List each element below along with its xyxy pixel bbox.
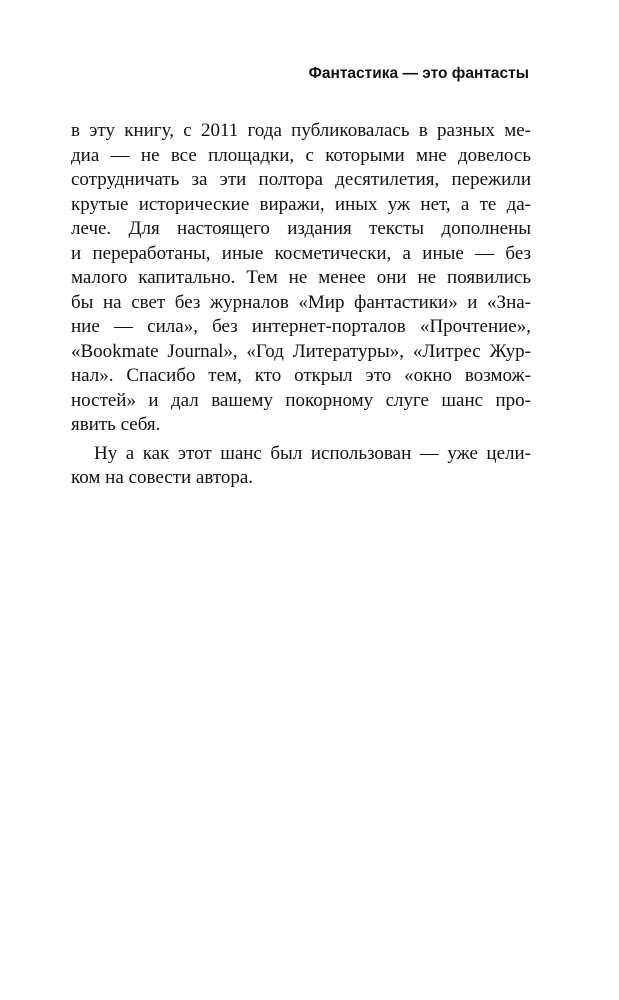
- body-text: [71, 119, 531, 491]
- text-line: сотрудничать за эти полтора десятилетия, пережили: [71, 169, 531, 190]
- paragraph-1: [71, 119, 531, 438]
- text-line: в эту книгу, с 2011 года публиковалась в разных ме-: [71, 120, 531, 141]
- text-line: диа — не все площадки, с которыми мне довелось: [71, 144, 531, 166]
- text-line: и переработаны, иные косметически, а иные — без: [71, 242, 531, 264]
- running-head: Фантастика — это фантасты: [308, 65, 529, 82]
- text-line: ние — сила», без интернет-порталов «Прочтение»,: [71, 316, 531, 337]
- text-line: бы на свет без журналов «Мир фантастики» и «Зна-: [71, 291, 531, 313]
- text-line: «Bookmate Journal», «Год Литературы», «Литрес Жур-: [71, 340, 531, 362]
- text-line: малого капитально. Тем не менее они не появились: [71, 267, 531, 288]
- text-line: крутые исторические виражи, иных уж нет, а те да-: [71, 193, 531, 215]
- paragraph-2: [71, 442, 531, 491]
- text-line: лече. Для настоящего издания тексты дополнены: [71, 218, 531, 239]
- text-line: Ну а как этот шанс был использован — уже цели-: [94, 442, 531, 464]
- text-line: ком на совести автора.: [71, 467, 254, 488]
- text-line: явить себя.: [71, 414, 161, 435]
- text-line: нал». Спасибо тем, кто открыл это «окно возмож-: [71, 365, 531, 386]
- text-line: ностей» и дал вашему покорному слуге шанс про-: [71, 389, 531, 411]
